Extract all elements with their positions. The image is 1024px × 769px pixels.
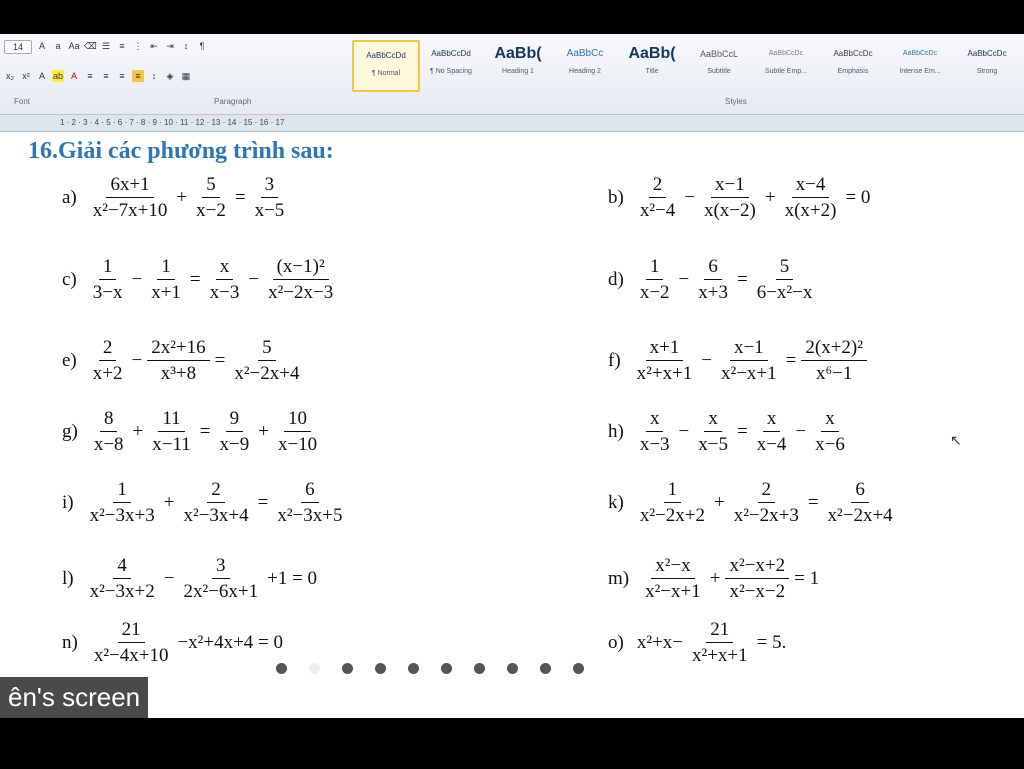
denominator: x²−3x+4: [183, 505, 249, 526]
operator: =: [785, 349, 797, 371]
problem-label: k): [608, 491, 624, 513]
operator: +: [176, 186, 188, 208]
fraction: [86, 555, 159, 602]
fraction: [89, 256, 127, 303]
denominator: x⁶−1: [815, 363, 853, 384]
numerator: x²−x+2: [725, 555, 789, 579]
align-center-icon[interactable]: ≡: [103, 71, 109, 81]
operator: = 0: [845, 186, 871, 208]
ribbon: [0, 34, 1024, 115]
numerator: x−4: [792, 174, 830, 198]
problem-label: a): [62, 186, 77, 208]
ruler-numbers: 1 · 2 · 3 · 4 · 5 · 6 · 7 · 8 · 9 · 10 · 11 · 12 · 13 · 14 · 15 · 16 · 17: [60, 118, 285, 127]
font-size-box[interactable]: 14: [4, 40, 32, 54]
problem-label: c): [62, 268, 77, 290]
fraction: [179, 479, 252, 526]
style-strong[interactable]: [955, 40, 1019, 88]
denominator: x−10: [277, 434, 318, 455]
fraction: [636, 408, 674, 455]
style-heading-2[interactable]: [553, 40, 617, 88]
style-sample: AaBb(: [628, 45, 676, 62]
mouse-cursor-icon: ↖: [950, 432, 962, 448]
numerator: 5: [258, 337, 276, 361]
problem-label: d): [608, 268, 624, 290]
problem-a: [62, 174, 290, 221]
paragraph-caption: Paragraph: [214, 97, 252, 106]
problem-k: [608, 479, 899, 526]
fraction: [90, 408, 128, 455]
slide-indicator-dots: [276, 663, 584, 674]
style-normal[interactable]: [352, 40, 420, 92]
slide-dot[interactable]: [573, 663, 584, 674]
numerator: 6: [301, 479, 319, 503]
operator: =: [257, 491, 269, 513]
slide-dot[interactable]: [441, 663, 452, 674]
operator: −: [701, 349, 713, 371]
numerator: 21: [118, 619, 145, 643]
numerator: x−1: [730, 337, 768, 361]
denominator: x²−4: [639, 200, 676, 221]
denominator: x²−3x+2: [89, 581, 155, 602]
operator: +: [132, 420, 144, 442]
denominator: x³+8: [160, 363, 197, 384]
font-group: [4, 38, 344, 94]
denominator: x−3: [209, 282, 240, 303]
exercise-title: 16.Giải các phương trình sau:: [28, 138, 334, 164]
style-subtitle[interactable]: [687, 40, 751, 88]
style-label: Emphasis: [837, 68, 869, 75]
grow-font-icon[interactable]: A: [38, 41, 45, 51]
fraction: [216, 408, 254, 455]
numerator: 2: [207, 479, 225, 503]
operator: −: [795, 420, 807, 442]
fraction: [753, 408, 791, 455]
denominator: x²+x+1: [691, 645, 748, 666]
slide-dot[interactable]: [474, 663, 485, 674]
style-sample: AaBbCcDc: [768, 50, 804, 57]
numerator: 3: [212, 555, 230, 579]
numerator: 2: [649, 174, 667, 198]
fraction: [274, 408, 321, 455]
operator: x²+x−: [636, 631, 683, 653]
style-heading-1[interactable]: [486, 40, 550, 88]
shading-icon[interactable]: ◈: [166, 71, 174, 81]
problem-label: i): [62, 491, 74, 513]
style-no-spacing[interactable]: [419, 40, 483, 88]
operator: =: [807, 491, 819, 513]
multilevel-icon[interactable]: ⋮: [133, 41, 143, 51]
denominator: x−6: [815, 434, 845, 455]
fraction: [753, 256, 817, 303]
clear-format-icon[interactable]: ⌫: [84, 41, 97, 51]
problem-n: [62, 619, 286, 666]
operator: =: [199, 420, 211, 442]
problem-b: [608, 174, 873, 221]
style-emphasis[interactable]: [821, 40, 885, 88]
operator: +: [713, 491, 725, 513]
problem-label: b): [608, 186, 624, 208]
operator: +: [258, 420, 269, 442]
numerator: 11: [158, 408, 184, 432]
numerator: 1: [664, 479, 682, 503]
operator: =: [736, 268, 748, 290]
highlight-icon[interactable]: ab: [52, 71, 63, 81]
slide-dot[interactable]: [408, 663, 419, 674]
denominator: x−11: [152, 434, 191, 455]
denominator: x+1: [151, 282, 181, 303]
denominator: x−5: [698, 434, 728, 455]
numerator: 2x²+16: [147, 337, 209, 361]
numerator: 6x+1: [106, 174, 153, 198]
fraction: [89, 174, 172, 221]
denominator: x²−2x−3: [268, 282, 334, 303]
align-left-icon[interactable]: ≡: [87, 71, 93, 81]
style-sample: AaBbCcDc: [967, 49, 1007, 58]
fraction: [89, 337, 127, 384]
operator: −: [163, 567, 175, 589]
operator: +1 = 0: [267, 567, 318, 589]
problem-o: [608, 619, 789, 666]
problem-h: [608, 408, 851, 455]
document-page[interactable]: [0, 132, 1024, 718]
operator: −: [678, 420, 690, 442]
denominator: x²−3x+5: [277, 505, 343, 526]
numerator: 6: [704, 256, 722, 280]
problem-i: [62, 479, 348, 526]
fraction: [206, 256, 244, 303]
style-label: Subtitle: [707, 68, 731, 75]
style-sample: AaBbCc: [566, 48, 604, 59]
problem-g: [62, 408, 323, 455]
denominator: x+3: [698, 282, 728, 303]
denominator: x²−x−2: [729, 581, 786, 602]
denominator: x−4: [756, 434, 787, 455]
style-sample: AaBbCcL: [699, 49, 739, 59]
denominator: x²−2x+2: [639, 505, 705, 526]
fraction: [725, 555, 789, 602]
problem-c: [62, 256, 339, 303]
change-case-icon[interactable]: Aa: [68, 41, 80, 51]
style-sample: AaBbCcDc: [833, 49, 873, 58]
problem-label: l): [62, 567, 74, 589]
style-subtle-emp[interactable]: [754, 40, 818, 88]
operator: +: [709, 567, 721, 589]
numerator: x: [646, 408, 664, 432]
operator: −: [678, 268, 690, 290]
operator: =: [234, 186, 246, 208]
problem-label: f): [608, 349, 621, 371]
numerator: x: [704, 408, 722, 432]
fraction: [251, 174, 289, 221]
style-intense-em[interactable]: [888, 40, 952, 88]
numerator: x²−x: [651, 555, 694, 579]
operator: =: [189, 268, 201, 290]
numerator: 3: [261, 174, 279, 198]
denominator: x(x−2): [703, 200, 756, 221]
fraction: [717, 337, 781, 384]
denominator: x−2: [196, 200, 226, 221]
slide-dot[interactable]: [276, 663, 287, 674]
numerator: 1: [113, 479, 131, 503]
numerator: (x−1)²: [273, 256, 329, 280]
denominator: x²−4x+10: [93, 645, 169, 666]
numerator: 5: [776, 256, 794, 280]
denominator: x−5: [254, 200, 285, 221]
font-caption: Font: [14, 97, 31, 106]
denominator: x−3: [639, 434, 670, 455]
numerator: 10: [284, 408, 311, 432]
fraction: [633, 337, 697, 384]
denominator: x²−2x+4: [234, 363, 300, 384]
fraction: [273, 479, 346, 526]
problem-e: [62, 337, 305, 384]
denominator: x(x+2): [784, 200, 837, 221]
numerator: 5: [202, 174, 220, 198]
numerator: 2: [99, 337, 117, 361]
style-label: Heading 2: [569, 68, 601, 75]
denominator: x²−7x+10: [92, 200, 168, 221]
numerator: 8: [100, 408, 118, 432]
fraction: [264, 256, 337, 303]
style-label: Title: [645, 68, 659, 75]
denominator: x−9: [219, 434, 250, 455]
slide-dot[interactable]: [342, 663, 353, 674]
denominator: x+2: [92, 363, 123, 384]
numerator: 4: [113, 555, 131, 579]
top-black-bar: [0, 0, 1024, 34]
slide-dot[interactable]: [507, 663, 518, 674]
numerator: x: [763, 408, 781, 432]
operator: =: [214, 349, 226, 371]
numerator: x: [821, 408, 839, 432]
numerator: 1: [99, 256, 117, 280]
text-effects-icon[interactable]: A: [38, 71, 45, 81]
fraction: [636, 256, 674, 303]
problem-f: [608, 337, 869, 384]
style-sample: AaBb(: [494, 45, 542, 62]
denominator: 6−x²−x: [756, 282, 813, 303]
fraction: [192, 174, 230, 221]
borders-icon[interactable]: ▦: [181, 71, 191, 81]
fraction: [688, 619, 752, 666]
slide-dot[interactable]: [540, 663, 551, 674]
fraction: [641, 555, 705, 602]
operator: −: [131, 268, 143, 290]
slide-dot[interactable]: [309, 663, 320, 674]
denominator: x²−3x+3: [89, 505, 155, 526]
denominator: x²−x+1: [645, 581, 701, 602]
problem-d: [608, 256, 818, 303]
denominator: x²−x+1: [721, 363, 777, 384]
denominator: x²+x+1: [636, 363, 693, 384]
fraction: [148, 408, 195, 455]
operator: = 5.: [756, 631, 787, 653]
style-label: Intense Em...: [899, 68, 941, 75]
denominator: 3−x: [92, 282, 123, 303]
operator: −: [684, 186, 695, 208]
fraction: [230, 337, 303, 384]
problem-label: e): [62, 349, 77, 371]
fraction: [147, 337, 209, 384]
problem-label: n): [62, 631, 78, 653]
style-label: ¶ No Spacing: [430, 68, 472, 75]
numerator: x−1: [711, 174, 749, 198]
bullets-icon[interactable]: ☰: [101, 41, 111, 51]
fraction: [636, 174, 679, 221]
fraction: [147, 256, 185, 303]
style-sample: AaBbCcDd: [431, 49, 471, 58]
numerator: 6: [851, 479, 869, 503]
numerator: 21: [706, 619, 733, 643]
denominator: x²−2x+3: [733, 505, 799, 526]
fraction: [824, 479, 897, 526]
style-title[interactable]: [620, 40, 684, 88]
font-color-icon[interactable]: A: [70, 71, 77, 81]
operator: −: [248, 268, 260, 290]
fraction: [694, 408, 732, 455]
operator: −x²+4x+4 = 0: [177, 631, 284, 653]
numbering-icon[interactable]: ≡: [119, 41, 125, 51]
align-right-icon[interactable]: ≡: [119, 71, 125, 81]
numerator: 1: [646, 256, 664, 280]
fraction: [86, 479, 159, 526]
numerator: x+1: [646, 337, 684, 361]
denominator: x−2: [639, 282, 670, 303]
denominator: x−8: [93, 434, 124, 455]
fraction: [90, 619, 173, 666]
problem-m: [608, 555, 822, 602]
subscript-icon[interactable]: x₂: [6, 71, 14, 81]
fraction: [694, 256, 732, 303]
problem-label: h): [608, 420, 624, 442]
numerator: 1: [157, 256, 175, 280]
operator: = 1: [794, 567, 820, 589]
fraction: [636, 479, 709, 526]
shrink-font-icon[interactable]: a: [55, 41, 61, 51]
superscript-icon[interactable]: x²: [22, 71, 30, 81]
numerator: x: [216, 256, 234, 280]
screen-share-label: ên's screen: [0, 677, 148, 718]
problem-label: g): [62, 420, 78, 442]
problem-l: [62, 555, 320, 602]
indent-decrease-icon[interactable]: ⇤: [150, 41, 158, 51]
style-sample: AaBbCcDd: [366, 51, 406, 60]
fraction: [811, 408, 849, 455]
problem-label: m): [608, 567, 630, 589]
operator: =: [736, 420, 748, 442]
line-spacing-icon[interactable]: ↕: [151, 71, 157, 81]
style-sample: AaBbCcDc: [902, 50, 938, 57]
style-label: Strong: [976, 68, 998, 75]
ruler: [0, 115, 1024, 132]
numerator: 2: [758, 479, 776, 503]
style-label: Subtle Emp...: [764, 68, 808, 75]
operator: +: [163, 491, 175, 513]
fraction: [781, 174, 841, 221]
operator: +: [764, 186, 776, 208]
styles-caption: Styles: [725, 97, 747, 106]
numerator: 2(x+2)²: [801, 337, 867, 361]
justify-icon[interactable]: ≡: [132, 70, 144, 82]
operator: −: [131, 349, 143, 371]
denominator: x²−2x+4: [827, 505, 893, 526]
pilcrow-icon[interactable]: ¶: [199, 41, 205, 51]
fraction: [179, 555, 262, 602]
fraction: [801, 337, 867, 384]
style-label: ¶ Normal: [371, 70, 401, 77]
denominator: 2x²−6x+1: [183, 581, 259, 602]
problem-label: o): [608, 631, 624, 653]
fraction: [730, 479, 803, 526]
style-label: Heading 1: [502, 68, 534, 75]
sort-icon[interactable]: ↕: [183, 41, 189, 51]
bottom-black-bar: [0, 718, 1024, 769]
numerator: 9: [226, 408, 244, 432]
slide-dot[interactable]: [375, 663, 386, 674]
indent-increase-icon[interactable]: ⇥: [166, 41, 174, 51]
fraction: [700, 174, 760, 221]
